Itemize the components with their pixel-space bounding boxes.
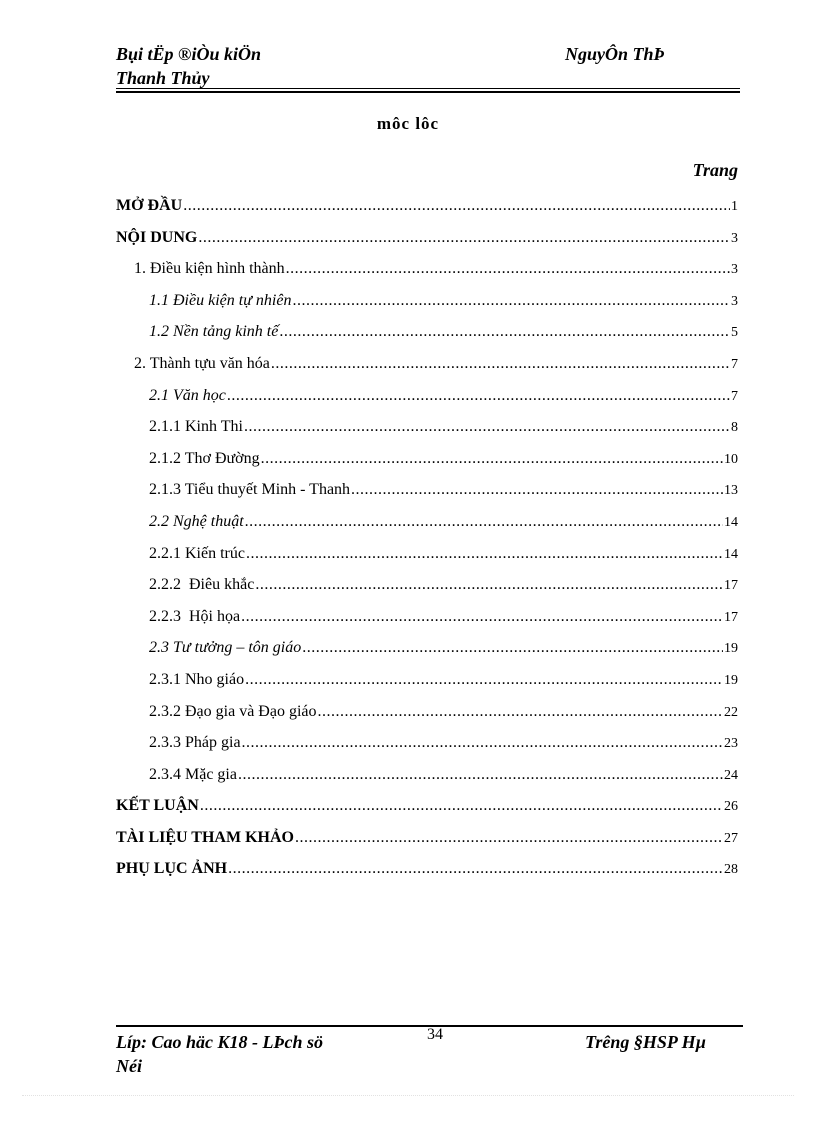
toc-entry-2-3[interactable] <box>116 632 738 664</box>
page-column-label: Trang <box>692 160 738 180</box>
toc-leader-dots <box>255 569 723 601</box>
toc-entry-label: TÀI LIỆU THAM KHẢO <box>116 828 294 846</box>
toc-leader-dots <box>295 822 723 854</box>
toc-entry-label: 2.2.2 Điêu khắc <box>149 576 255 594</box>
toc-leader-dots <box>238 759 723 791</box>
toc-entry-mo-dau[interactable] <box>116 190 738 222</box>
toc-entry-1[interactable] <box>116 253 738 285</box>
toc-entry-label: 1.1 Điều kiện tự nhiên <box>149 291 292 309</box>
toc-entry-2-1-2[interactable] <box>116 443 738 475</box>
toc-entry-2-2[interactable] <box>116 506 738 538</box>
toc-entry-page: 19 <box>724 641 738 657</box>
toc-entry-label: 2.2.1 Kiến trúc <box>149 544 245 562</box>
header-left-line2: Thanh Thủy <box>116 68 210 88</box>
header-left <box>116 42 261 90</box>
toc-entry-page: 14 <box>724 514 738 530</box>
toc-entry-page: 22 <box>724 704 738 720</box>
toc-entry-page: 19 <box>724 672 738 688</box>
toc-leader-dots <box>244 411 730 443</box>
toc-entry-page: 7 <box>731 388 738 404</box>
toc-leader-dots <box>246 538 723 570</box>
table-of-contents <box>116 190 738 885</box>
toc-leader-dots <box>183 190 730 222</box>
toc-entry-page: 26 <box>724 799 738 815</box>
page-edge-divider <box>22 1095 794 1096</box>
footer-left-line2: Néi <box>116 1056 142 1076</box>
toc-entry-page: 3 <box>731 262 738 278</box>
toc-leader-dots <box>241 601 723 633</box>
toc-leader-dots <box>292 285 730 317</box>
toc-entry-label: 2.2 Nghệ thuật <box>149 512 244 530</box>
toc-leader-dots <box>351 474 723 506</box>
toc-entry-label: NỘI DUNG <box>116 228 198 246</box>
toc-entry-page: 3 <box>731 230 738 246</box>
toc-entry-2-3-3[interactable] <box>116 727 738 759</box>
toc-entry-2-3-2[interactable] <box>116 696 738 728</box>
toc-entry-phu-luc[interactable] <box>116 853 738 885</box>
toc-entry-page: 23 <box>724 736 738 752</box>
toc-entry-2-2-1[interactable] <box>116 538 738 570</box>
header-rule-thick <box>116 91 740 93</box>
header-left-line1: Bụi tËp ®iÒu kiÖn <box>116 44 261 64</box>
toc-entry-2-2-2[interactable] <box>116 569 738 601</box>
toc-entry-2[interactable] <box>116 348 738 380</box>
toc-entry-label: 1. Điều kiện hình thành <box>134 260 285 278</box>
toc-entry-page: 7 <box>731 356 738 372</box>
page-number: 34 <box>427 1026 443 1043</box>
toc-entry-page: 13 <box>724 483 738 499</box>
toc-entry-1-2[interactable] <box>116 316 738 348</box>
toc-entry-page: 5 <box>731 325 738 341</box>
toc-entry-label: 2.1 Văn học <box>149 386 226 404</box>
toc-entry-page: 10 <box>724 451 738 467</box>
toc-leader-dots <box>228 853 723 885</box>
toc-entry-2-3-4[interactable] <box>116 759 738 791</box>
toc-entry-tai-lieu[interactable] <box>116 822 738 854</box>
toc-leader-dots <box>245 506 723 538</box>
toc-entry-page: 28 <box>724 862 738 878</box>
footer-right: Trêng §HSP Hµ <box>585 1032 707 1052</box>
footer-left-line1: Líp: Cao häc K18 - LÞch sö <box>116 1032 323 1052</box>
header-rule-thin <box>116 88 740 89</box>
header-right: NguyÔn ThÞ <box>565 44 665 64</box>
toc-leader-dots <box>242 727 723 759</box>
toc-entry-2-3-1[interactable] <box>116 664 738 696</box>
toc-leader-dots <box>318 696 723 728</box>
page-title: môc lôc <box>376 114 440 133</box>
toc-entry-label: 2.1.3 Tiểu thuyết Minh - Thanh <box>149 481 351 499</box>
toc-entry-page: 8 <box>731 420 738 436</box>
toc-entry-2-1-3[interactable] <box>116 474 738 506</box>
toc-entry-label: 2.3.4 Mặc gia <box>149 765 237 783</box>
toc-entry-label: 2.3.1 Nho giáo <box>149 670 245 688</box>
toc-entry-label: 1.2 Nền tảng kinh tế <box>149 323 279 341</box>
toc-entry-label: 2.3.3 Pháp gia <box>149 734 241 752</box>
toc-leader-dots <box>271 348 730 380</box>
toc-entry-page: 27 <box>724 830 738 846</box>
toc-leader-dots <box>302 632 723 664</box>
toc-entry-page: 17 <box>724 609 738 625</box>
toc-entry-2-1-1[interactable] <box>116 411 738 443</box>
footer-left <box>116 1030 376 1078</box>
toc-entry-2-1[interactable] <box>116 380 738 412</box>
toc-entry-label: 2.3 Tư tưởng – tôn giáo <box>149 639 302 657</box>
toc-entry-label: KẾT LUẬN <box>116 797 199 815</box>
toc-entry-page: 24 <box>724 767 738 783</box>
toc-entry-page: 14 <box>724 546 738 562</box>
toc-leader-dots <box>286 253 730 285</box>
toc-entry-2-2-3[interactable] <box>116 601 738 633</box>
toc-entry-page: 3 <box>731 293 738 309</box>
toc-entry-page: 17 <box>724 578 738 594</box>
toc-entry-label: PHỤ LỤC ẢNH <box>116 860 228 878</box>
toc-entry-label: 2.2.3 Hội họa <box>149 607 241 625</box>
toc-leader-dots <box>245 664 723 696</box>
toc-entry-label: 2.3.2 Đạo gia và Đạo giáo <box>149 702 317 720</box>
toc-entry-ket-luan[interactable] <box>116 790 738 822</box>
toc-entry-label: 2.1.2 Thơ Đường <box>149 449 260 467</box>
toc-leader-dots <box>279 316 730 348</box>
toc-entry-label: 2. Thành tựu văn hóa <box>134 354 270 372</box>
toc-leader-dots <box>261 443 723 475</box>
toc-entry-label: MỞ ĐẦU <box>116 197 183 214</box>
toc-entry-noi-dung[interactable] <box>116 222 738 254</box>
toc-entry-label: 2.1.1 Kinh Thi <box>149 418 243 436</box>
toc-leader-dots <box>200 790 723 822</box>
toc-entry-1-1[interactable] <box>116 285 738 317</box>
toc-entry-page: 1 <box>731 199 738 214</box>
toc-leader-dots <box>227 380 730 412</box>
toc-leader-dots <box>198 222 730 254</box>
